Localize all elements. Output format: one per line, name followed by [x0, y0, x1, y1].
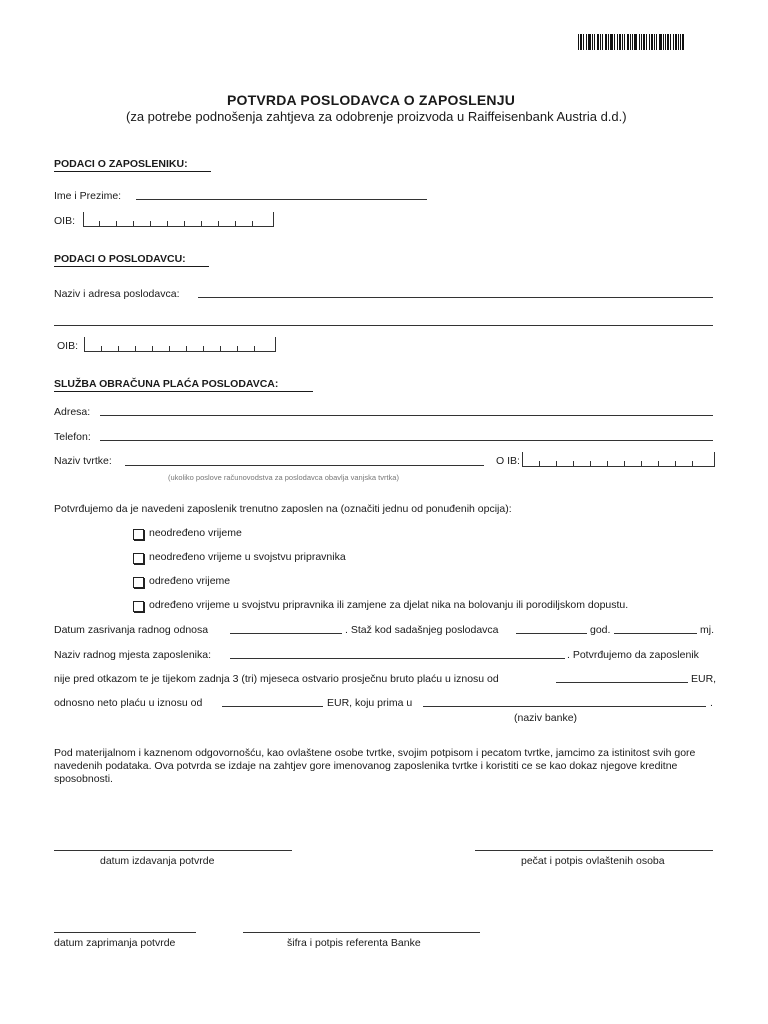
- employer-name-address-field[interactable]: [198, 297, 713, 298]
- employer-oib-label: OIB:: [57, 340, 79, 352]
- employer-oib-field[interactable]: [84, 337, 276, 352]
- years-label: god.: [590, 624, 611, 636]
- payroll-address-field[interactable]: [100, 415, 713, 416]
- option-label-indefinite-intern: neodređeno vrijeme u svojstvu pripravnika: [149, 551, 346, 563]
- payroll-address-label: Adresa:: [54, 406, 91, 418]
- option-checkbox-fixed-intern-replacement[interactable]: [133, 601, 144, 612]
- employee-oib-label: OIB:: [54, 215, 76, 227]
- start-date-field[interactable]: [230, 633, 342, 634]
- tenure-years-field[interactable]: [516, 633, 587, 634]
- receipt-date-caption: datum zaprimanja potvrde: [54, 937, 176, 949]
- form-subtitle: (za potrebe podnošenja zahtjeva za odobrenje proizvoda u Raiffeisenbank Austria d.d.): [126, 109, 627, 124]
- employee-section-heading: PODACI O ZAPOSLENIKU:: [54, 158, 188, 170]
- bank-referent-caption: šifra i potpis referenta Banke: [287, 937, 421, 949]
- net-salary-field[interactable]: [222, 706, 323, 707]
- employee-name-label: Ime i Prezime:: [54, 190, 122, 202]
- tenure-months-field[interactable]: [614, 633, 697, 634]
- payroll-company-name-note: (ukoliko poslove računovodstva za poslodavca obavlja vanjska tvrtka): [168, 473, 399, 482]
- employee-oib-field[interactable]: [83, 212, 274, 227]
- issue-date-caption: datum izdavanja potvrde: [100, 855, 215, 867]
- payroll-company-name-label: Naziv tvrtke:: [54, 455, 112, 467]
- start-date-label: Datum zasrivanja radnog odnosa: [54, 624, 209, 636]
- bank-name-caption: (naziv banke): [514, 712, 578, 724]
- confirm-employee-label: . Potvrđujemo da zaposlenik: [567, 649, 699, 661]
- form-title: POTVRDA POSLODAVCA O ZAPOSLENJU: [227, 92, 516, 108]
- liability-statement: Pod materijalnom i kaznenom odgovornošću, kao ovlaštene osobe tvrtke, svojim potpisom i pecatom tvrtke, jamcimo za istinitost svih gore navedenih podataka. Ova potvrda se izdaje na zahtjev gore imenovanog zaposlenika tvrtke i koristiti ce se kao dokaz njegove kreditne sposobnosti.: [54, 747, 696, 785]
- option-label-indefinite: neodređeno vrijeme: [149, 527, 242, 539]
- employee-heading-underline: [54, 171, 211, 172]
- receipt-date-line[interactable]: [54, 932, 196, 933]
- payroll-heading-underline: [54, 391, 313, 392]
- payroll-section-heading: SLUŽBA OBRAČUNA PLAĆA POSLODAVCA:: [54, 378, 279, 390]
- bank-name-field[interactable]: [423, 706, 706, 707]
- option-label-fixed: određeno vrijeme: [149, 575, 231, 587]
- option-checkbox-indefinite[interactable]: [133, 529, 144, 540]
- bank-referent-line[interactable]: [243, 932, 480, 933]
- employer-heading-underline: [54, 266, 209, 267]
- payroll-oib-label: O IB:: [496, 455, 520, 467]
- net-currency-bank-label: EUR, koju prima u: [327, 697, 413, 709]
- option-checkbox-fixed[interactable]: [133, 577, 144, 588]
- tenure-label: . Staž kod sadašnjeg poslodavca: [345, 624, 499, 636]
- payroll-phone-label: Telefon:: [54, 431, 91, 443]
- employee-name-field[interactable]: [136, 199, 427, 200]
- issue-date-line[interactable]: [54, 850, 292, 851]
- payroll-oib-field[interactable]: [522, 452, 715, 467]
- employer-name-address-label: Naziv i adresa poslodavca:: [54, 288, 180, 300]
- job-title-label: Naziv radnog mjesta zaposlenika:: [54, 649, 211, 661]
- payroll-company-name-field[interactable]: [125, 465, 484, 466]
- option-label-fixed-intern-replacement: određeno vrijeme u svojstvu pripravnika ili zamjene za djelat nika na bolovanju ili porodiljskom dopustu.: [149, 599, 629, 611]
- stamp-signature-caption: pečat i potpis ovlaštenih osoba: [521, 855, 665, 867]
- employer-name-address-field-line2[interactable]: [54, 325, 713, 326]
- net-salary-label: odnosno neto plaću u iznosu od: [54, 697, 203, 709]
- employment-type-intro: Potvrđujemo da je navedeni zaposlenik trenutno zaposlen na (označiti jednu od ponuđenih opcija):: [54, 503, 512, 515]
- bank-line-period: .: [710, 697, 713, 709]
- employer-section-heading: PODACI O POSLODAVCU:: [54, 253, 186, 265]
- gross-salary-field[interactable]: [556, 682, 688, 683]
- barcode-icon: [578, 34, 714, 50]
- option-checkbox-indefinite-intern[interactable]: [133, 553, 144, 564]
- job-title-field[interactable]: [230, 658, 565, 659]
- months-label: mj.: [700, 624, 714, 636]
- gross-currency-label: EUR,: [691, 673, 717, 685]
- stamp-signature-line[interactable]: [475, 850, 713, 851]
- gross-salary-label: nije pred otkazom te je tijekom zadnja 3 (tri) mjeseca ostvario prosječnu bruto plaću u iznosu od: [54, 673, 499, 685]
- payroll-phone-field[interactable]: [100, 440, 713, 441]
